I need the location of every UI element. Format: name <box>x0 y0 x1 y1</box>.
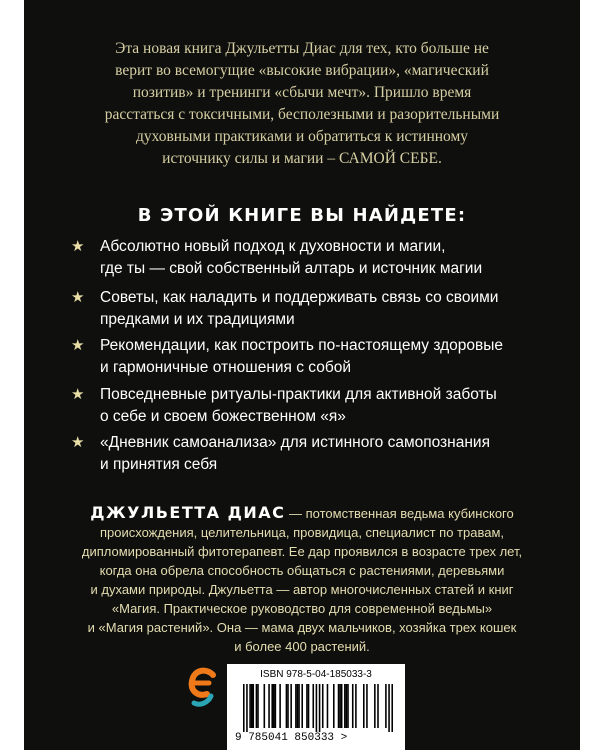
bullet-line: Абсолютно новый подход к духовности и магии, <box>100 238 446 255</box>
intro-line: духовными практиками и обратиться к истинному <box>135 128 469 145</box>
bio-line: когда она обрела способность общаться с растениями, деревьями <box>99 563 505 578</box>
bullet-line: где ты — свой собственный алтарь и источник магии <box>100 260 483 277</box>
bullet-text <box>100 287 498 331</box>
bullet-line: и гармоничные отношения с собой <box>100 359 352 376</box>
barcode-bar <box>256 684 258 728</box>
bullet-text <box>100 236 482 280</box>
barcode-bar <box>275 684 277 728</box>
barcode-bar <box>352 684 354 728</box>
barcode-bar <box>312 684 314 728</box>
barcode-bar <box>251 684 253 728</box>
barcode-panel <box>227 664 405 750</box>
barcode-bar <box>355 684 357 728</box>
barcode-bar <box>347 684 349 728</box>
bullet-line: Рекомендации, как построить по-настоящему здоровые <box>100 337 504 354</box>
bio-line: и духами природы. Джульетта — автор многочисленных статей и книг <box>90 582 514 597</box>
barcode-bar <box>391 684 393 732</box>
bio-first-line <box>24 503 580 523</box>
barcode-bar <box>249 684 251 728</box>
barcode-bar <box>301 684 303 728</box>
bullet-text <box>100 384 497 428</box>
intro-line: верит во всемогущие «высокие вибрации», «магический <box>115 62 489 79</box>
barcode-bar <box>338 684 340 728</box>
barcode <box>243 684 393 732</box>
barcode-bar <box>257 684 259 728</box>
star-icon: ★ <box>71 336 85 354</box>
bio-line: и «Магия растений». Она — мама двух мальчиков, хозяйка трех кошек <box>87 620 517 635</box>
publisher-logo-icon <box>187 666 219 710</box>
barcode-bar <box>286 684 288 728</box>
bullet-line: Советы, как наладить и поддерживать связь со своими <box>100 289 499 306</box>
back-cover <box>24 0 580 750</box>
bullet-line: и принятия себя <box>100 456 218 473</box>
barcode-bar <box>346 684 348 728</box>
bullet-text <box>100 335 503 379</box>
star-icon: ★ <box>71 288 85 306</box>
barcode-bar <box>377 684 379 728</box>
barcode-bar <box>319 684 321 732</box>
barcode-bar <box>385 684 387 728</box>
intro-line: источнику силы и магии – САМОЙ СЕБЕ. <box>162 150 442 167</box>
barcode-bar <box>341 684 343 728</box>
bio-line: и более 400 растений. <box>234 639 370 654</box>
star-icon: ★ <box>71 237 85 255</box>
star-icon: ★ <box>71 385 85 403</box>
barcode-bar <box>333 684 335 728</box>
barcode-bar <box>298 684 300 728</box>
barcode-bar <box>287 684 289 728</box>
barcode-bar <box>264 684 266 728</box>
section-heading: В ЭТОЙ КНИГЕ ВЫ НАЙДЕТЕ: <box>137 205 467 226</box>
barcode-bar <box>246 684 248 732</box>
bio-text: — потомственная ведьма кубинского <box>285 506 514 521</box>
barcode-bar <box>243 684 245 732</box>
barcode-bar <box>388 684 390 732</box>
barcode-bar <box>306 684 308 728</box>
bullet-line: о себе и своем божественном «я» <box>100 408 346 425</box>
barcode-bar <box>268 684 270 728</box>
barcode-number: 9 785041 850333 > <box>235 732 348 744</box>
intro-line: Эта новая книга Джульетты Диас для тех, кто больше не <box>115 40 489 57</box>
barcode-bar <box>290 684 292 728</box>
barcode-bar <box>308 684 310 728</box>
intro-paragraph <box>24 38 580 170</box>
barcode-bar <box>363 684 365 728</box>
barcode-bar <box>327 684 329 728</box>
bullet-text <box>100 432 490 476</box>
barcode-bar <box>271 684 273 728</box>
intro-line: расстаться с токсичными, бесполезными и разорительными <box>104 106 500 123</box>
barcode-bar <box>252 684 254 728</box>
bio-line: происхождения, целительница, провидица, специалист по травам, <box>99 525 505 540</box>
barcode-bar <box>316 684 318 732</box>
bullet-line: предками и их традициями <box>100 311 295 328</box>
barcode-bar <box>344 684 346 728</box>
barcode-bar <box>279 684 281 728</box>
author-name: ДЖУЛЬЕТТА ДИАС <box>90 503 286 522</box>
bio-line: «Магия. Практическое руководство для современной ведьмы» <box>111 601 493 616</box>
barcode-bar <box>295 684 297 728</box>
isbn-label: ISBN 978-5-04-185033-3 <box>260 669 372 680</box>
star-icon: ★ <box>71 433 85 451</box>
bullet-line: «Дневник самоанализа» для истинного самопознания <box>100 434 490 451</box>
barcode-bar <box>322 684 324 728</box>
barcode-bar <box>374 684 376 728</box>
barcode-bar <box>297 684 299 728</box>
author-bio <box>24 503 580 656</box>
bio-line: дипломированный фитотерапевт. Ее дар проявился в возрасте трех лет, <box>81 544 523 559</box>
barcode-bar <box>273 684 275 728</box>
intro-line: позитив» и тренинги «сбычи мечт». Пришло время <box>132 84 472 101</box>
bullet-line: Повседневные ритуалы-практики для активной заботы <box>100 386 497 403</box>
barcode-bar <box>339 684 341 728</box>
barcode-bar <box>366 684 368 728</box>
